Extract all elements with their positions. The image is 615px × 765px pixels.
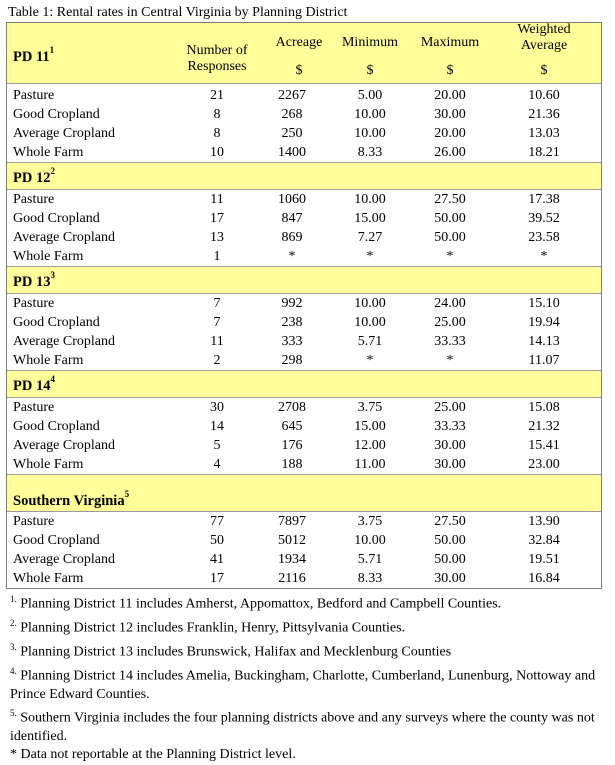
header-weighted-average: Weighted Average xyxy=(517,22,571,53)
row-label: Whole Farm xyxy=(13,353,84,368)
cell-acreage: 2708 xyxy=(278,400,306,415)
cell-acreage: 992 xyxy=(281,296,303,311)
row-label: Whole Farm xyxy=(13,457,84,472)
cell-acreage: 645 xyxy=(281,419,303,434)
cell-acreage: 1400 xyxy=(278,145,306,160)
cell-acreage: 238 xyxy=(281,315,303,330)
table-row xyxy=(7,228,601,247)
rental-rates-table xyxy=(6,22,602,589)
cell-minimum: 10.00 xyxy=(354,296,386,311)
cell-weighted-average: 13.90 xyxy=(528,514,560,529)
cell-minimum: 12.00 xyxy=(354,438,386,453)
cell-weighted-average: 13.03 xyxy=(528,126,560,141)
table-row xyxy=(7,143,601,162)
table-row xyxy=(7,247,601,266)
cell-minimum: 10.00 xyxy=(354,315,386,330)
header-responses: Number of Responses xyxy=(186,43,248,74)
footnote-text: Southern Virginia includes the four planning districts above and any surveys where the county was not identified. xyxy=(10,710,595,745)
cell-maximum: * xyxy=(446,353,454,368)
cell-weighted-average: 18.21 xyxy=(528,145,560,160)
footnote-mark: 4. xyxy=(10,665,17,676)
table-row xyxy=(7,294,601,313)
footnote xyxy=(10,590,605,614)
table-row xyxy=(7,124,601,143)
row-label: Pasture xyxy=(13,400,55,415)
footnote-mark: 2. xyxy=(10,617,17,628)
group-title: Southern Virginia$^5$ xyxy=(13,489,130,509)
footnote xyxy=(10,746,605,764)
footnote-text: Planning District 14 includes Amelia, Buckingham, Charlotte, Cumberland, Lunenburg, Nottoway and Prince Edward Counties. xyxy=(10,668,596,702)
cell-maximum: 27.50 xyxy=(434,514,466,529)
cell-maximum: 50.00 xyxy=(434,230,466,245)
cell-maximum: 30.00 xyxy=(434,571,466,586)
cell-maximum: 30.00 xyxy=(434,457,466,472)
cell-weighted-average: 19.94 xyxy=(528,315,560,330)
row-label: Good Cropland xyxy=(13,107,100,122)
cell-acreage: 268 xyxy=(281,107,303,122)
group-title: PD $14^4$ xyxy=(13,374,55,394)
cell-minimum: 5.00 xyxy=(357,88,383,103)
row-label: Average Cropland xyxy=(13,552,115,567)
table-caption: Table 1: Rental rates in Central Virginia by Planning District xyxy=(8,5,348,20)
cell-maximum: 33.33 xyxy=(434,334,466,349)
group-header-band xyxy=(7,266,601,294)
cell-maximum: 33.33 xyxy=(434,419,466,434)
cell-weighted-average: 32.84 xyxy=(528,533,560,548)
cell-weighted-average: * xyxy=(540,249,548,264)
cell-weighted-average: 15.41 xyxy=(528,438,560,453)
cell-maximum: 26.00 xyxy=(434,145,466,160)
cell-responses: 11 xyxy=(210,334,224,349)
table-row xyxy=(7,332,601,351)
cell-weighted-average: 14.13 xyxy=(528,334,560,349)
cell-acreage: 176 xyxy=(281,438,303,453)
footnote xyxy=(10,704,605,746)
header-acreage: Acreage xyxy=(275,35,323,50)
row-label: Average Cropland xyxy=(13,334,115,349)
table-row xyxy=(7,313,601,332)
cell-responses: 8 xyxy=(213,126,221,141)
footnote-text: Planning District 11 includes Amherst, Appomattox, Bedford and Campbell Counties. xyxy=(16,596,502,612)
cell-weighted-average: 21.36 xyxy=(528,107,560,122)
table-row xyxy=(7,512,601,531)
cell-minimum: * xyxy=(366,249,374,264)
header-unit-acreage: $ xyxy=(295,63,303,78)
header-unit-weighted: $ xyxy=(540,63,548,78)
table-row xyxy=(7,398,601,417)
group-header-band xyxy=(7,370,601,398)
cell-weighted-average: 23.58 xyxy=(528,230,560,245)
cell-acreage: 188 xyxy=(281,457,303,472)
cell-acreage: 7897 xyxy=(278,514,306,529)
table-row xyxy=(7,209,601,228)
cell-maximum: * xyxy=(446,249,454,264)
cell-weighted-average: 11.07 xyxy=(528,353,560,368)
cell-responses: 5 xyxy=(213,438,221,453)
header-minimum: Minimum xyxy=(341,35,398,50)
row-label: Pasture xyxy=(13,514,55,529)
cell-minimum: 8.33 xyxy=(357,145,383,160)
cell-maximum: 30.00 xyxy=(434,107,466,122)
cell-responses: 8 xyxy=(213,107,221,122)
cell-minimum: 5.71 xyxy=(357,334,383,349)
cell-weighted-average: 19.51 xyxy=(528,552,560,567)
table-row xyxy=(7,105,601,124)
cell-acreage: 847 xyxy=(281,211,303,226)
cell-maximum: 25.00 xyxy=(434,400,466,415)
cell-responses: 21 xyxy=(210,88,224,103)
footnote-mark: 1. xyxy=(10,594,17,604)
group-header-band xyxy=(7,474,601,512)
cell-maximum: 50.00 xyxy=(434,552,466,567)
table-row xyxy=(7,417,601,436)
header-maximum: Maximum xyxy=(420,35,480,50)
row-label: Good Cropland xyxy=(13,315,100,330)
cell-acreage: 2116 xyxy=(278,571,306,586)
cell-maximum: 50.00 xyxy=(434,533,466,548)
group-header-band xyxy=(7,162,601,190)
row-label: Average Cropland xyxy=(13,438,115,453)
cell-acreage: 2267 xyxy=(278,88,306,103)
cell-responses: 30 xyxy=(210,400,224,415)
cell-acreage: * xyxy=(288,249,296,264)
cell-maximum: 25.00 xyxy=(434,315,466,330)
cell-minimum: 5.71 xyxy=(357,552,383,567)
table-header-band xyxy=(7,23,601,84)
cell-weighted-average: 21.32 xyxy=(528,419,560,434)
row-label: Good Cropland xyxy=(13,533,100,548)
row-label: Pasture xyxy=(13,88,55,103)
cell-responses: 10 xyxy=(210,145,224,160)
table-row xyxy=(7,190,601,209)
group-title: PD $12^2$ xyxy=(13,166,55,186)
cell-acreage: 1060 xyxy=(278,192,306,207)
cell-weighted-average: 16.84 xyxy=(528,571,560,586)
cell-acreage: 250 xyxy=(281,126,303,141)
cell-responses: 14 xyxy=(210,419,224,434)
table-row xyxy=(7,86,601,105)
table-row xyxy=(7,351,601,370)
cell-responses: 4 xyxy=(213,457,221,472)
cell-responses: 1 xyxy=(213,249,221,264)
cell-weighted-average: 15.10 xyxy=(528,296,560,311)
row-label: Average Cropland xyxy=(13,230,115,245)
cell-responses: 77 xyxy=(210,514,224,529)
cell-maximum: 20.00 xyxy=(434,88,466,103)
cell-minimum: 11.00 xyxy=(354,457,386,472)
cell-minimum: 15.00 xyxy=(354,419,386,434)
cell-minimum: 3.75 xyxy=(357,514,383,529)
footnote xyxy=(10,638,605,662)
row-label: Whole Farm xyxy=(13,145,84,160)
row-label: Average Cropland xyxy=(13,126,115,141)
table-row xyxy=(7,531,601,550)
document-page xyxy=(6,0,609,765)
cell-minimum: 3.75 xyxy=(357,400,383,415)
cell-minimum: 15.00 xyxy=(354,211,386,226)
cell-acreage: 333 xyxy=(281,334,303,349)
cell-responses: 11 xyxy=(210,192,224,207)
cell-acreage: 298 xyxy=(281,353,303,368)
cell-responses: 7 xyxy=(213,315,221,330)
cell-maximum: 20.00 xyxy=(434,126,466,141)
cell-responses: 50 xyxy=(210,533,224,548)
cell-minimum: 10.00 xyxy=(354,126,386,141)
group-title: PD $13^3$ xyxy=(13,270,55,290)
footnote-mark: 3. xyxy=(10,641,17,652)
cell-minimum: * xyxy=(366,353,374,368)
cell-minimum: 8.33 xyxy=(357,571,383,586)
footnotes xyxy=(6,589,609,765)
cell-responses: 17 xyxy=(210,571,224,586)
cell-responses: 17 xyxy=(210,211,224,226)
cell-responses: 41 xyxy=(210,552,224,567)
footnote xyxy=(10,614,605,638)
group-title: PD $11^1$ xyxy=(13,45,55,65)
cell-weighted-average: 17.38 xyxy=(528,192,560,207)
cell-maximum: 50.00 xyxy=(434,211,466,226)
table-row xyxy=(7,550,601,569)
cell-minimum: 7.27 xyxy=(357,230,383,245)
row-label: Pasture xyxy=(13,296,55,311)
row-label: Good Cropland xyxy=(13,419,100,434)
table-row xyxy=(7,436,601,455)
cell-minimum: 10.00 xyxy=(354,107,386,122)
cell-maximum: 30.00 xyxy=(434,438,466,453)
cell-maximum: 24.00 xyxy=(434,296,466,311)
cell-weighted-average: 39.52 xyxy=(528,211,560,226)
cell-weighted-average: 15.08 xyxy=(528,400,560,415)
cell-minimum: 10.00 xyxy=(354,192,386,207)
table-row xyxy=(7,455,601,474)
cell-weighted-average: 10.60 xyxy=(528,88,560,103)
header-unit-minimum: $ xyxy=(366,63,374,78)
footnote-text: * Data not reportable at the Planning District level. xyxy=(10,747,296,763)
row-label: Whole Farm xyxy=(13,249,84,264)
row-label: Whole Farm xyxy=(13,571,84,586)
cell-acreage: 5012 xyxy=(278,533,306,548)
footnote xyxy=(10,662,605,704)
cell-acreage: 1934 xyxy=(278,552,306,567)
cell-weighted-average: 23.00 xyxy=(528,457,560,472)
row-label: Good Cropland xyxy=(13,211,100,226)
footnote-text: Planning District 13 includes Brunswick, Halifax and Mecklenburg Counties xyxy=(16,644,452,660)
table-row xyxy=(7,569,601,588)
footnote-text: Planning District 12 includes Franklin, Henry, Pittsylvania Counties. xyxy=(16,620,406,636)
cell-maximum: 27.50 xyxy=(434,192,466,207)
cell-responses: 13 xyxy=(210,230,224,245)
cell-responses: 7 xyxy=(213,296,221,311)
cell-responses: 2 xyxy=(213,353,221,368)
header-unit-maximum: $ xyxy=(446,63,454,78)
cell-acreage: 869 xyxy=(281,230,303,245)
cell-minimum: 10.00 xyxy=(354,533,386,548)
footnote-mark: 5. xyxy=(10,708,17,719)
table-body xyxy=(7,84,601,588)
row-label: Pasture xyxy=(13,192,55,207)
